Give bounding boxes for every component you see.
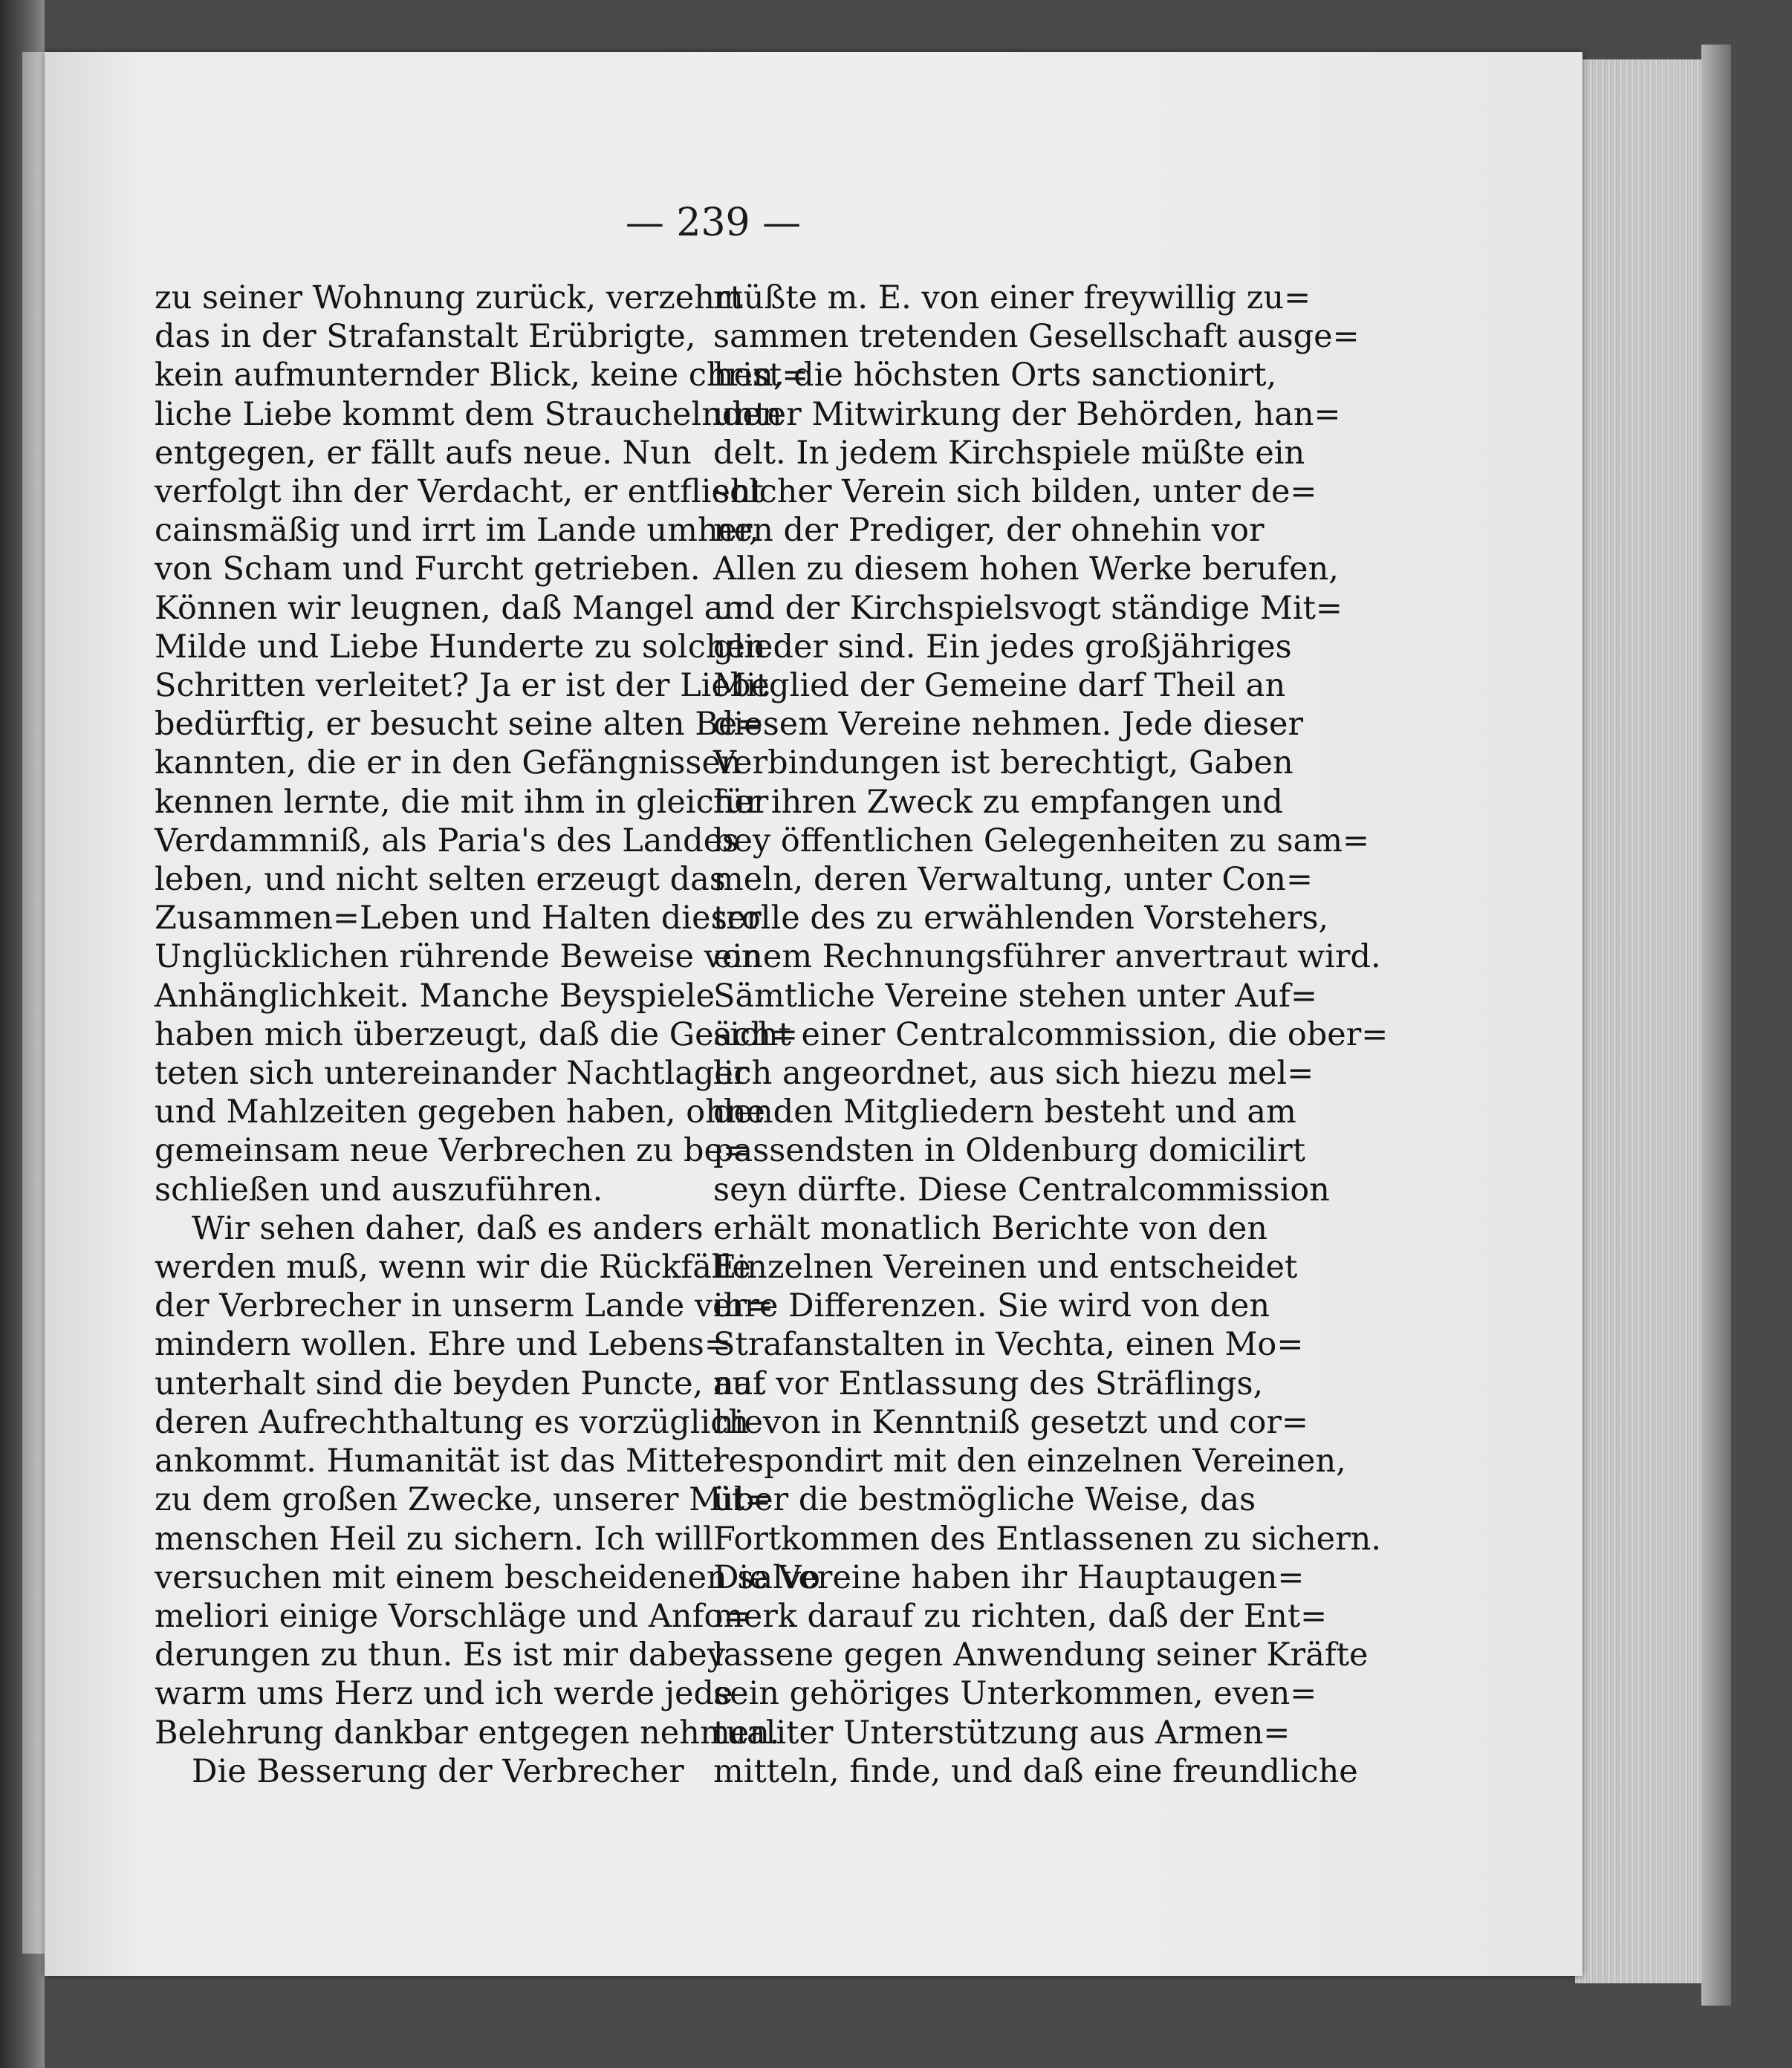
text-line: Wir sehen daher, daß es anders [192,1209,704,1247]
text-line: Strafanstalten in Vechta, einen Mo= [713,1326,1304,1364]
text-line: einem Rechnungsführer anvertraut wird. [713,938,1381,976]
text-line: und Mahlzeiten gegeben haben, ohne [155,1093,765,1131]
text-line: cainsmäßig und irrt im Lande umher, [155,512,759,550]
right-text-column [713,279,1389,1791]
text-line: denden Mitgliedern besteht und am [713,1093,1296,1131]
text-line: meln, deren Verwaltung, unter Con= [713,861,1314,899]
text-line: das in der Strafanstalt Erübrigte, [155,318,696,356]
text-line: menschen Heil zu sichern. Ich will [155,1520,713,1558]
text-line: mitteln, finde, und daß eine freundliche [713,1752,1358,1790]
text-line: Verbindungen ist berechtigt, Gaben [713,744,1293,782]
text-line: Belehrung dankbar entgegen nehmen. [155,1714,780,1752]
text-line: der Verbrecher in unserm Lande ver= [155,1287,774,1325]
text-line: Sämtliche Vereine stehen unter Auf= [713,977,1317,1015]
text-line: und der Kirchspielsvogt ständige Mit= [713,589,1343,627]
text-line: glieder sind. Ein jedes großjähriges [713,628,1292,666]
text-line: sammen tretenden Gesellschaft ausge= [713,318,1360,356]
text-line: zu dem großen Zwecke, unserer Mit= [155,1481,772,1519]
left-text-column [155,279,821,1791]
text-line: Schritten verleitet? Ja er ist der Liebe [155,667,770,705]
text-line: verfolgt ihn der Verdacht, er entflieht [155,473,764,511]
page-number: — 239 — [625,201,802,245]
book-cover-edge [1701,45,1731,2006]
text-line: Unglücklichen rührende Beweise von [155,938,762,976]
text-line: für ihren Zweck zu empfangen und [713,783,1283,821]
text-line: Einzelnen Vereinen und entscheidet [713,1249,1298,1287]
text-line: werden muß, wenn wir die Rückfälle [155,1249,751,1287]
text-line: seyn dürfte. Diese Centralcommission [713,1171,1330,1209]
text-line: warm ums Herz und ich werde jede [155,1675,733,1713]
text-line: leben, und nicht selten erzeugt das [155,861,726,899]
text-line: müßte m. E. von einer freywillig zu= [713,279,1311,316]
text-line: hievon in Kenntniß gesetzt und cor= [713,1403,1308,1441]
text-line: solcher Verein sich bilden, unter de= [713,473,1317,511]
text-line: über die bestmögliche Weise, das [713,1481,1256,1519]
text-line: teten sich untereinander Nachtlager [155,1055,749,1093]
text-line: ihre Differenzen. Sie wird von den [713,1287,1270,1325]
text-line: Milde und Liebe Hunderte zu solchen [155,628,766,666]
text-line: kennen lernte, die mit ihm in gleicher [155,783,769,821]
text-line: Anhänglichkeit. Manche Beyspiele [155,977,715,1015]
text-line: delt. In jedem Kirchspiele müßte ein [713,434,1305,472]
text-line: bey öffentlichen Gelegenheiten zu sam= [713,822,1370,859]
text-line: haben mich überzeugt, daß die Geäch= [155,1015,798,1053]
text-line: erhält monatlich Berichte von den [713,1209,1267,1247]
text-line: versuchen mit einem bescheidenen salvo [155,1558,821,1596]
text-line: merk darauf zu richten, daß der Ent= [713,1597,1328,1635]
text-line: Mitglied der Gemeine darf Theil an [713,667,1286,705]
text-line: zu seiner Wohnung zurück, verzehrt [155,279,743,316]
text-line: sein gehöriges Unterkommen, even= [713,1675,1317,1713]
text-line: Allen zu diesem hohen Werke berufen, [713,550,1339,588]
text-line: bedürftig, er besucht seine alten Be= [155,706,764,744]
text-line: Die Besserung der Verbrecher [192,1752,684,1790]
text-line: respondirt mit den einzelnen Vereinen, [713,1443,1346,1480]
text-line: Verdammniß, als Paria's des Landes [155,822,739,859]
text-line: tualiter Unterstützung aus Armen= [713,1714,1291,1752]
text-line: sicht einer Centralcommission, die ober= [713,1015,1389,1053]
text-line: schließen und auszuführen. [155,1171,603,1209]
text-line: passendsten in Oldenburg domicilirt [713,1132,1305,1170]
text-line: unterhalt sind die beyden Puncte, auf [155,1365,765,1402]
text-line: Können wir leugnen, daß Mangel an [155,589,744,627]
text-line: nen der Prediger, der ohnehin vor [713,512,1265,550]
page-block-edges [1575,59,1716,1983]
text-line: kannten, die er in den Gefängnissen [155,744,741,782]
text-line: Zusammen=Leben und Halten dieser [155,900,762,937]
text-line: kein aufmunternder Blick, keine christ= [155,357,809,394]
text-line: derungen zu thun. Es ist mir dabey [155,1636,726,1674]
text-line: diesem Vereine nehmen. Jede dieser [713,706,1304,744]
text-line: liche Liebe kommt dem Strauchelnden [155,395,782,433]
text-line: lassene gegen Anwendung seiner Kräfte [713,1636,1369,1674]
text-line: ankommt. Humanität ist das Mittel [155,1443,724,1480]
text-line: Die Vereine haben ihr Hauptaugen= [713,1558,1305,1596]
text-line: lich angeordnet, aus sich hiezu mel= [713,1055,1314,1093]
text-line: trolle des zu erwählenden Vorstehers, [713,900,1329,937]
text-line: Fortkommen des Entlassenen zu sichern. [713,1520,1382,1558]
text-line: deren Aufrechthaltung es vorzüglich [155,1403,750,1441]
text-line: hen, die höchsten Orts sanctionirt, [713,357,1277,394]
text-line: von Scham und Furcht getrieben. [155,550,701,588]
text-line: unter Mitwirkung der Behörden, han= [713,395,1341,433]
text-line: meliori einige Vorschläge und Anfo= [155,1597,750,1635]
text-line: mindern wollen. Ehre und Lebens= [155,1326,731,1364]
text-line: gemeinsam neue Verbrechen zu be= [155,1132,750,1170]
text-line: nat vor Entlassung des Sträflings, [713,1365,1264,1402]
text-line: entgegen, er fällt aufs neue. Nun [155,434,692,472]
